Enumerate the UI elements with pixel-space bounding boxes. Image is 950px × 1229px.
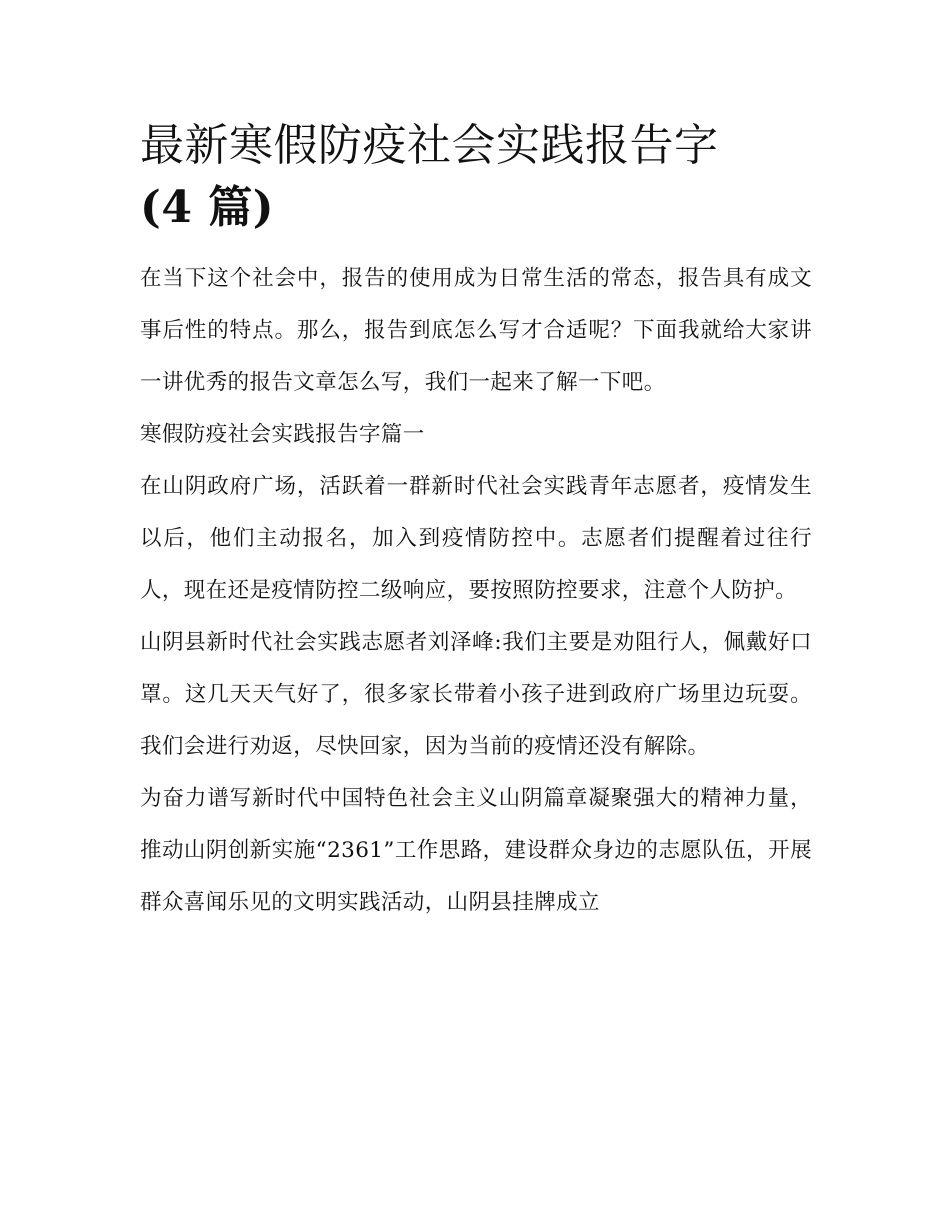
document-title [140, 115, 812, 239]
intro-paragraph: 在当下这个社会中，报告的使用成为日常生活的常态，报告具有成文事后性的特点。那么，报告到底怎么写才合适呢？下面我就给大家讲一讲优秀的报告文章怎么写，我们一起来了解一下吧。 [140, 266, 812, 395]
body-paragraph: 山阴县新时代社会实践志愿者刘泽峰:我们主要是劝阻行人，佩戴好口罩。这几天天气好了，很多家长带着小孩子进到政府广场里边玩耍。我们会进行劝返，尽快回家，因为当前的疫情还没有解除。 [140, 630, 812, 759]
title-line-2: (4 篇) [140, 182, 275, 233]
body-paragraph: 在山阴政府广场，活跃着一群新时代社会实践青年志愿者，疫情发生以后，他们主动报名，加入到疫情防控中。志愿者们提醒着过往行人，现在还是疫情防控二级响应，要按照防控要求，注意个人防护。 [140, 474, 812, 603]
title-line-1: 最新寒假防疫社会实践报告字 [140, 120, 719, 171]
document-page [140, 115, 812, 929]
section-heading: 寒假防疫社会实践报告字篇一 [140, 422, 425, 447]
body-paragraph: 为奋力谱写新时代中国特色社会主义山阴篇章凝聚强大的精神力量，推动山阴创新实施“2361”工作思路，建设群众身边的志愿队伍，开展群众喜闻乐见的文明实践活动，山阴县挂牌成立 [140, 786, 812, 915]
